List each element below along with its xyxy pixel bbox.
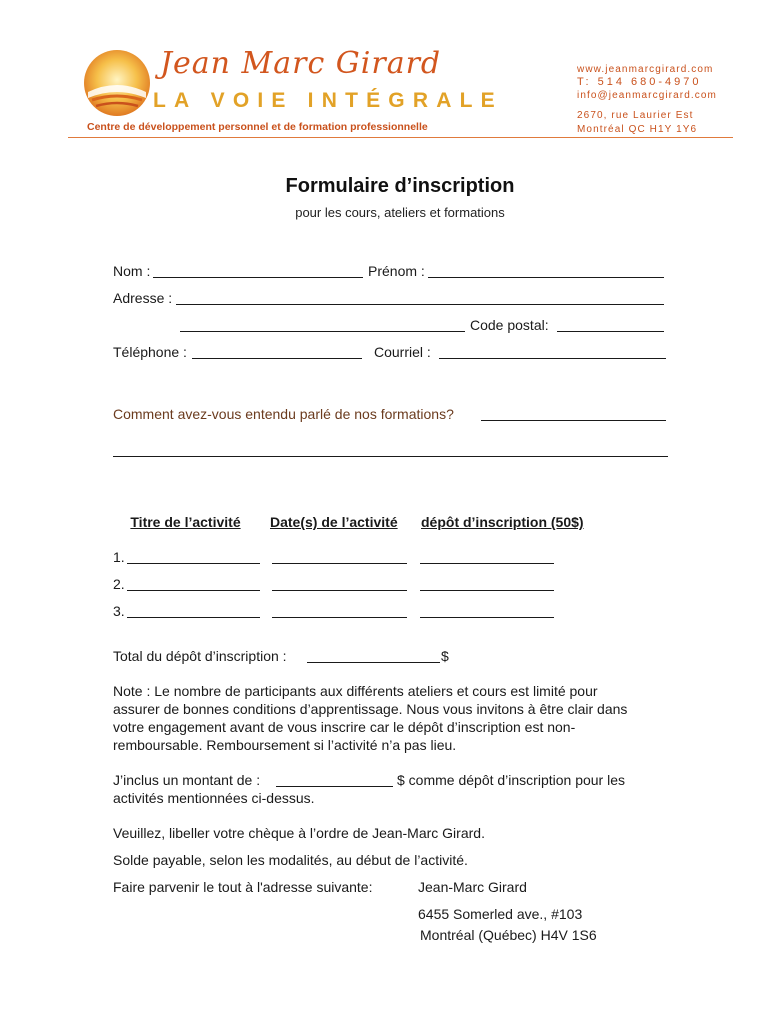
activity-title-field[interactable] [127, 563, 260, 564]
header-rule [68, 137, 733, 138]
referral-field[interactable] [481, 420, 666, 421]
note-line: votre engagement avant de vous inscrire car le dépôt d’inscription est non- [113, 719, 576, 735]
montant-line2: activités mentionnées ci-dessus. [113, 790, 315, 806]
montant-prefix: J’inclus un montant de : [113, 772, 261, 788]
telephone-field[interactable] [192, 358, 362, 359]
total-unit: $ [441, 648, 449, 664]
courriel-label: Courriel : [374, 344, 431, 360]
row-number: 2. [113, 576, 125, 592]
activity-title-header: Titre de l’activité [130, 514, 241, 530]
code-postal-label: Code postal: [470, 317, 549, 333]
activity-deposit-header: dépôt d’inscription (50$) [421, 514, 584, 530]
note-line: assurer de bonnes conditions d’apprentissage. Nous vous invitons à être clair dans [113, 701, 628, 717]
activity-title-field[interactable] [127, 590, 260, 591]
send-label: Faire parvenir le tout à l'adresse suivante: [113, 879, 373, 895]
adresse-field-2[interactable] [180, 331, 465, 332]
brand-subtitle: LA VOIE INTÉGRALE [153, 89, 503, 112]
total-label: Total du dépôt d’inscription : [113, 648, 287, 664]
note-line: remboursable. Remboursement si l’activité n’a pas lieu. [113, 737, 457, 753]
form-title: Formulaire d’inscription [285, 175, 515, 197]
form-subtitle: pour les cours, ateliers et formations [295, 205, 505, 220]
note-line: Note : Le nombre de participants aux différents ateliers et cours est limité pour [113, 683, 598, 699]
brand-name: Jean Marc Girard [160, 46, 442, 81]
prenom-field[interactable] [428, 277, 664, 278]
adresse-field[interactable] [176, 304, 664, 305]
courriel-field[interactable] [439, 358, 666, 359]
referral-field-2[interactable] [113, 456, 668, 457]
solde-instruction: Solde payable, selon les modalités, au début de l’activité. [113, 852, 468, 868]
address-city: Montréal (Québec) H4V 1S6 [420, 927, 597, 943]
header-address-line1: 2670, rue Laurier Est [577, 110, 694, 121]
montant-suffix: $ comme dépôt d’inscription pour les [397, 772, 626, 788]
telephone-label: Téléphone : [113, 344, 187, 360]
address-name: Jean-Marc Girard [418, 879, 527, 895]
website-link[interactable]: www.jeanmarcgirard.com [577, 64, 714, 75]
row-number: 3. [113, 603, 125, 619]
email-link[interactable]: info@jeanmarcgirard.com [577, 90, 717, 101]
activity-title-field[interactable] [127, 617, 260, 618]
address-street: 6455 Somerled ave., #103 [418, 906, 583, 922]
referral-question: Comment avez-vous entendu parlé de nos formations? [113, 406, 454, 422]
activity-deposit-field[interactable] [420, 617, 554, 618]
brand-tagline: Centre de développement personnel et de formation professionnelle [87, 121, 428, 133]
activity-deposit-field[interactable] [420, 590, 554, 591]
adresse-label: Adresse : [113, 290, 173, 306]
sun-logo-icon [82, 48, 152, 118]
phone-number: T: 514 680-4970 [577, 76, 702, 88]
nom-label: Nom : [113, 263, 151, 279]
activity-deposit-field[interactable] [420, 563, 554, 564]
row-number: 1. [113, 549, 125, 565]
total-field[interactable] [307, 662, 440, 663]
prenom-label: Prénom : [368, 263, 425, 279]
activity-dates-field[interactable] [272, 563, 407, 564]
code-postal-field[interactable] [557, 331, 664, 332]
cheque-instruction: Veuillez, libeller votre chèque à l’ordre de Jean-Marc Girard. [113, 825, 485, 841]
nom-field[interactable] [153, 277, 363, 278]
montant-field[interactable] [276, 786, 393, 787]
activity-dates-field[interactable] [272, 617, 407, 618]
activity-dates-field[interactable] [272, 590, 407, 591]
activity-dates-header: Date(s) de l’activité [270, 514, 398, 530]
header-address-line2: Montréal QC H1Y 1Y6 [577, 124, 698, 135]
